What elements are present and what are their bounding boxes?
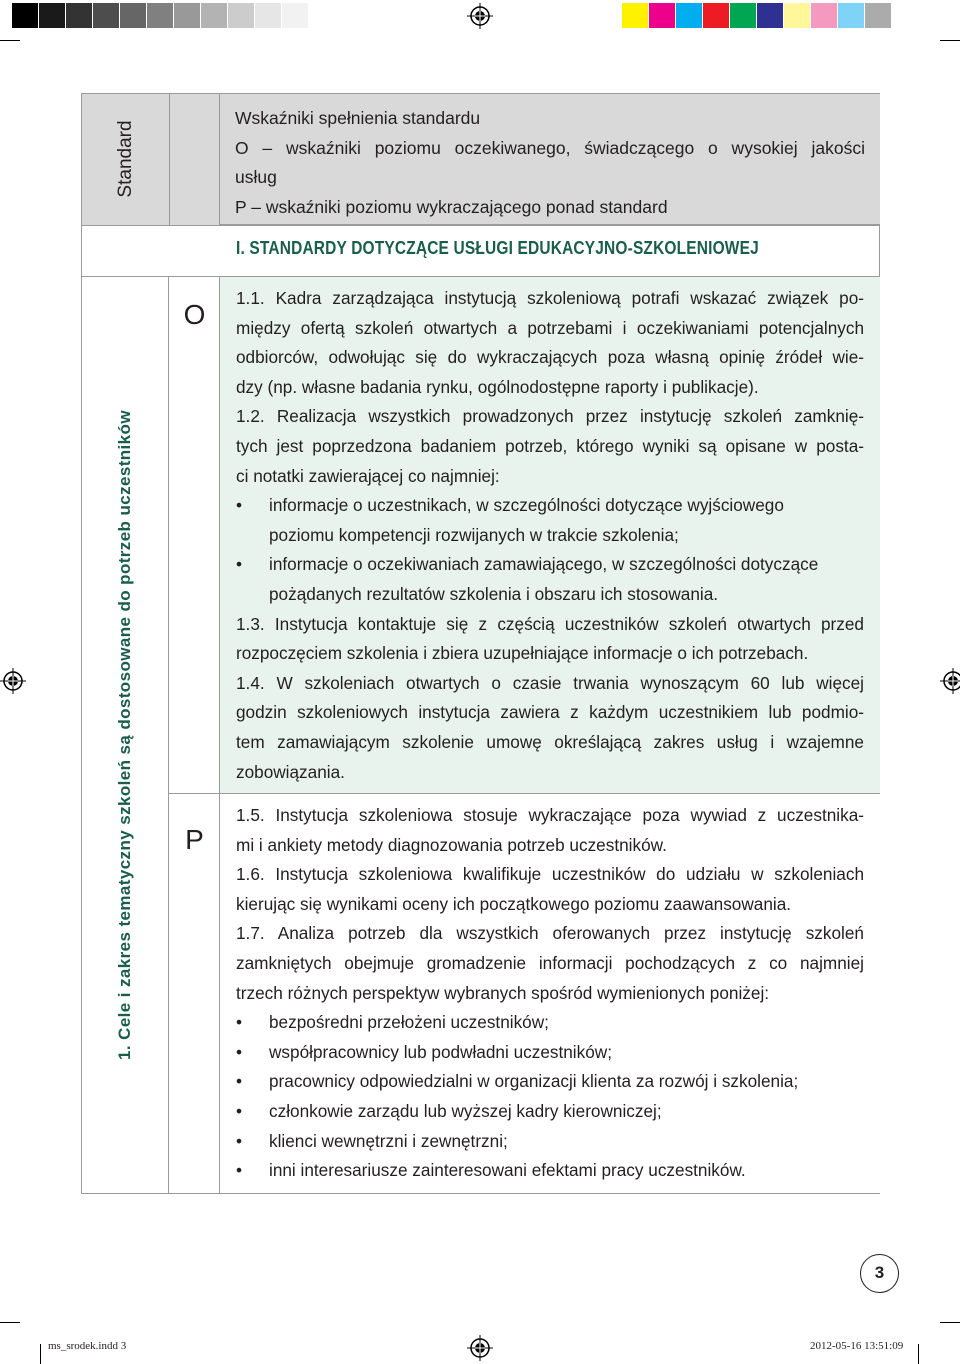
legend-o-line: O – wskaźniki poziomu oczekiwanego, świadczącego o wysokiej jakości xyxy=(235,137,865,158)
indicator-text: tem zamawiającym szkolenie umowę określającą zakres usług i wzajemne xyxy=(236,731,864,752)
slug-file-name: ms_srodek.indd 3 xyxy=(48,1340,127,1352)
indicator-text: tych jest poprzedzona badaniem potrzeb, którego wyniki są opisane w posta- xyxy=(236,435,864,456)
color-swatch xyxy=(147,3,174,28)
color-swatch xyxy=(676,3,703,28)
color-swatch xyxy=(703,3,730,28)
color-swatch xyxy=(730,3,757,28)
color-swatch xyxy=(174,3,201,28)
perspective-bullet: • pracownicy odpowiedzialni w organizacji klienta za rozwój i szkolenia; xyxy=(236,1067,864,1097)
color-swatch xyxy=(201,3,228,28)
standard-name-cell xyxy=(82,277,169,1193)
level-header-cell xyxy=(169,94,220,225)
crop-mark xyxy=(40,1344,41,1364)
indicator-text: 1.5. Instytucja szkoleniowa stosuje wykraczające poza wywiad z uczestnika- xyxy=(236,805,864,825)
indicator-text: mi i ankiety metody diagnozowania potrzeb uczestników. xyxy=(236,834,667,855)
color-swatch xyxy=(12,3,39,28)
indicator-text: rozpoczęciem szkolenia i zbiera uzupełniające informacje o ich potrzebach. xyxy=(236,643,809,664)
indicator-bullet-cont: poziomu kompetencji rozwijanych w trakcie szkolenia; xyxy=(269,524,679,545)
section-title-row xyxy=(82,225,880,277)
indicator-text: 1.1. Kadra zarządzająca instytucją szkoleniową potrafi wskazać związek po- xyxy=(236,288,864,308)
color-swatch xyxy=(120,3,147,28)
color-swatch xyxy=(66,3,93,28)
color-swatch xyxy=(757,3,784,28)
indicator-text: 1.6. Instytucja szkoleniowa kwalifikuje uczestników do udziału w szkoleniach xyxy=(236,864,864,885)
indicator-bullet: • informacje o uczestnikach, w szczególności dotyczące wyjściowego xyxy=(236,491,864,521)
registration-mark-icon xyxy=(0,668,26,694)
indicator-text: godzin szkoleniowych instytucja zawiera z każdym uczestnikiem lub podmio- xyxy=(236,702,864,723)
perspective-bullet: • bezpośredni przełożeni uczestników; xyxy=(236,1008,864,1038)
slug-timestamp: 2012-05-16 13:51:09 xyxy=(810,1340,904,1352)
indicator-text: 1.3. Instytucja kontaktuje się z częścią uczestników szkoleń otwartych przed xyxy=(236,613,864,634)
color-swatch xyxy=(39,3,66,28)
indicator-text: dzy (np. własne badania rynku, ogólnodostępne raporty i publikacje). xyxy=(236,376,759,397)
color-swatch xyxy=(838,3,865,28)
standard-column-label: Standard xyxy=(115,120,136,198)
level-o-indicators xyxy=(220,277,880,794)
indicator-text: trzech różnych perspektyw wybranych spośród wymienionych poniżej: xyxy=(236,982,770,1003)
crop-mark xyxy=(940,40,960,41)
indicator-text: 1.7. Analiza potrzeb dla wszystkich oferowanych przez instytucję szkoleń xyxy=(236,923,864,944)
indicator-text: odbiorców, odwołując się do wykraczających poza własną opinię źródeł wie- xyxy=(236,347,864,368)
standards-table xyxy=(81,93,880,1194)
color-swatch xyxy=(865,3,892,28)
indicator-bullet: • informacje o oczekiwaniach zamawiającego, w szczególności dotyczące xyxy=(236,550,864,580)
color-swatch xyxy=(228,3,255,28)
color-swatch xyxy=(622,3,649,28)
level-p-label: P xyxy=(185,824,204,855)
color-swatch xyxy=(784,3,811,28)
legend-p-line: P – wskaźniki poziomu wykraczającego ponad standard xyxy=(235,196,668,217)
perspective-bullet: • współpracownicy lub podwładni uczestników; xyxy=(236,1038,864,1068)
legend-o-line-cont: usług xyxy=(235,167,277,187)
color-swatch xyxy=(255,3,282,28)
crop-mark xyxy=(940,1322,960,1323)
color-swatch xyxy=(282,3,309,28)
color-swatch xyxy=(93,3,120,28)
color-swatch xyxy=(649,3,676,28)
level-p-indicators xyxy=(220,794,880,1193)
standard-name: 1. Cele i zakres tematyczny szkoleń są dostosowane do potrzeb uczestników xyxy=(115,410,134,1060)
registration-mark-icon xyxy=(467,1335,493,1361)
cmyk-color-bar xyxy=(622,3,892,28)
indicators-legend-cell xyxy=(220,94,880,225)
indicator-text: 1.2. Realizacja wszystkich prowadzonych przez instytucję szkoleń zamknię- xyxy=(236,406,864,427)
level-p-cell xyxy=(169,794,220,1193)
indicator-bullet-cont: pożądanych rezultatów szkolenia i obszaru ich stosowania. xyxy=(269,583,719,604)
perspective-bullet: • klienci wewnętrzni i zewnętrzni; xyxy=(236,1127,864,1157)
indicator-text: ci notatki zawierającej co najmniej: xyxy=(236,465,500,486)
crop-mark xyxy=(0,40,20,41)
page-number: 3 xyxy=(860,1254,899,1293)
crop-mark xyxy=(918,1344,919,1364)
indicator-text: 1.4. W szkoleniach otwartych o czasie trwania wynoszącym 60 lub więcej xyxy=(236,672,864,693)
section-title: I. STANDARDY DOTYCZĄCE USŁUGI EDUKACYJNO-SZKOLENIOWEJ xyxy=(236,238,759,258)
level-o-cell xyxy=(169,277,220,794)
indicator-text: zobowiązania. xyxy=(236,761,345,782)
registration-mark-icon xyxy=(467,3,493,29)
color-swatch xyxy=(811,3,838,28)
perspective-bullet: • członkowie zarządu lub wyższej kadry kierowniczej; xyxy=(236,1097,864,1127)
indicator-text: zamkniętych obejmuje gromadzenie informacji pochodzących z co najmniej xyxy=(236,952,864,973)
registration-mark-icon xyxy=(940,668,960,694)
crop-mark xyxy=(0,1322,20,1323)
indicator-text: między ofertą szkoleń otwartych a potrzebami i oczekiwaniami potencjalnych xyxy=(236,317,864,338)
grayscale-color-bar xyxy=(12,3,309,28)
perspective-bullet: • inni interesariusze zainteresowani efektami pracy uczestników. xyxy=(236,1156,864,1186)
level-o-label: O xyxy=(183,299,206,330)
indicator-text: kierując się wynikami oceny ich początkowego poziomu zaawansowania. xyxy=(236,893,792,914)
legend-title: Wskaźniki spełnienia standardu xyxy=(235,108,481,128)
